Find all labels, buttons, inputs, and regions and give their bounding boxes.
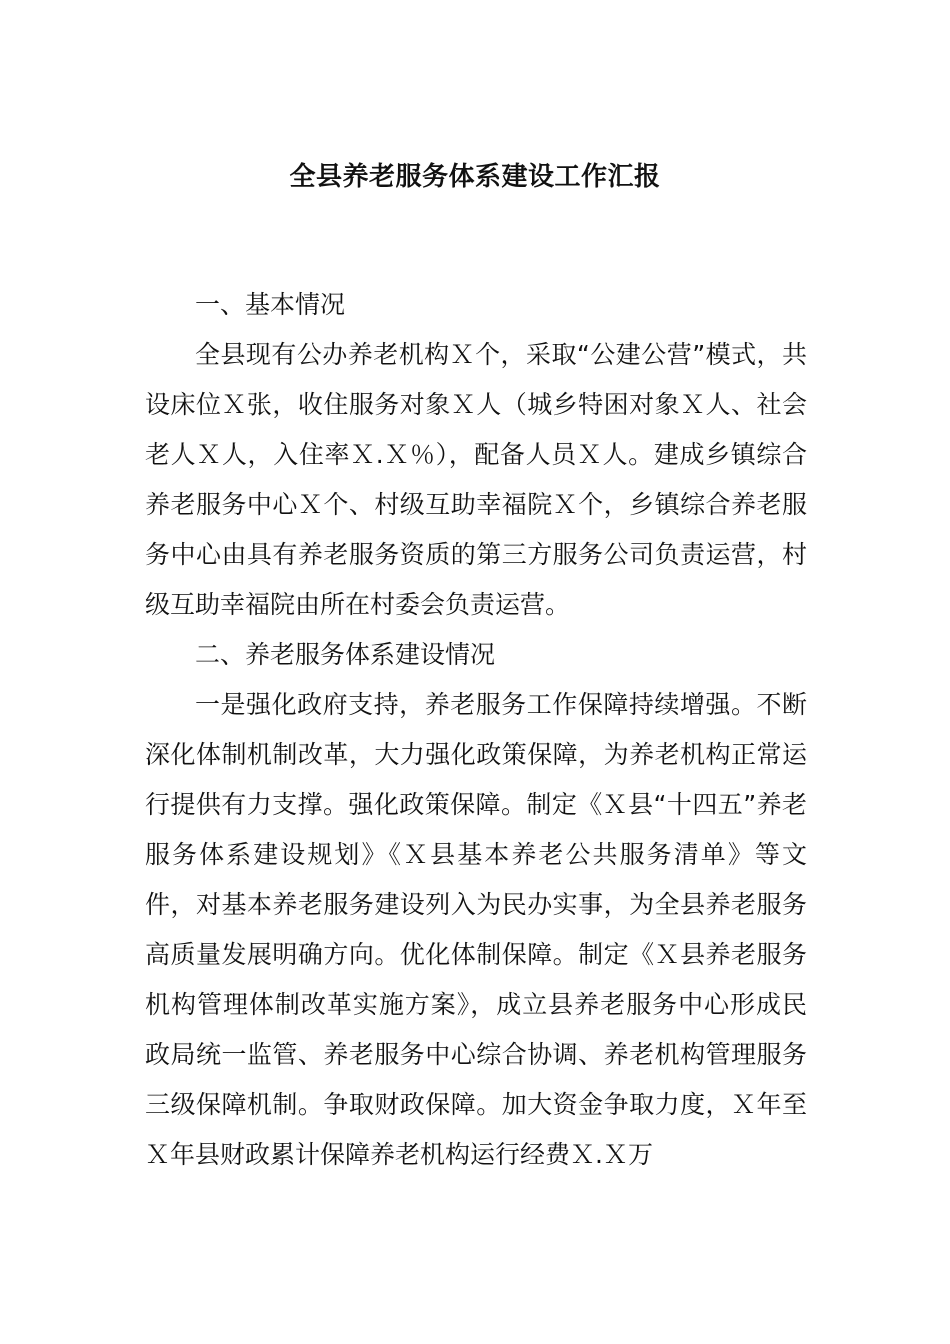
- section-heading-basic: 一、基本情况: [195, 290, 346, 319]
- section-heading-system: 二、养老服务体系建设情况: [195, 640, 496, 669]
- paragraph-government-support: 一是强化政府支持，养老服务工作保障持续增强。不断深化体制机制改革，大力强化政策保障，为养老机构正常运行提供有力支撑。强化政策保障。制定《Ｘ县“十四五”养老服务体系建设规划》《Ｘ县基本养老公共服务清单》等文件，对基本养老服务建设列入为民办实事，为全县养老服务高质量发展明确方向。优化体制保障。制定《Ｘ县养老服务机构管理体制改革实施方案》，成立县养老服务中心形成民政局统一监管、养老服务中心综合协调、养老机构管理服务三级保障机制。争取财政保障。加大资金争取力度，Ｘ年至Ｘ年县财政累计保障养老机构运行经费Ｘ.Ｘ万: [145, 690, 807, 1169]
- document-body: [145, 280, 807, 1180]
- paragraph-basic-info: 全县现有公办养老机构Ｘ个，采取“公建公营”模式，共设床位Ｘ张，收住服务对象Ｘ人（城乡特困对象Ｘ人、社会老人Ｘ人，入住率Ｘ.Ｘ％），配备人员Ｘ人。建成乡镇综合养老服务中心Ｘ个、村级互助幸福院Ｘ个，乡镇综合养老服务中心由具有养老服务资质的第三方服务公司负责运营，村级互助幸福院由所在村委会负责运营。: [145, 340, 807, 619]
- document-title: 全县养老服务体系建设工作汇报: [289, 162, 661, 192]
